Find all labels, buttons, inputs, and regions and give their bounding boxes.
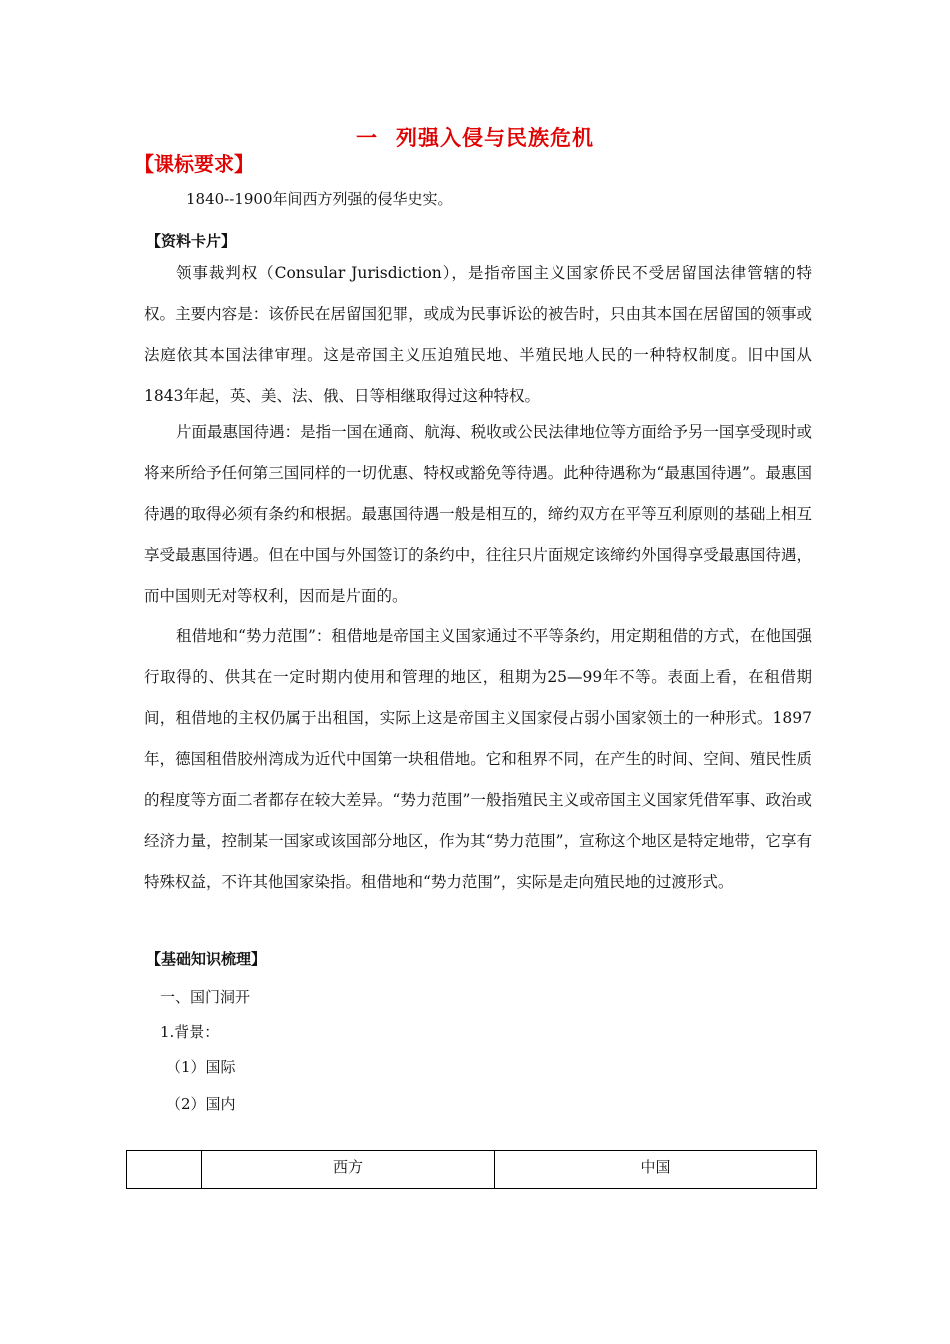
- curriculum-text: 1840--1900年间西方列强的侵华史实。: [186, 190, 453, 208]
- section-title: 一、国门洞开: [160, 988, 251, 1006]
- list-item-background: 1.背景：: [160, 1023, 220, 1041]
- basics-heading: 【基础知识梳理】: [146, 950, 267, 968]
- table-header-cell: 中国: [495, 1151, 817, 1189]
- title-text: 列强入侵与民族危机: [396, 126, 594, 150]
- curriculum-heading: 【课标要求】: [134, 152, 254, 176]
- table-header-cell: 西方: [202, 1151, 495, 1189]
- title-number: 一: [356, 126, 378, 150]
- paragraph-most-favored-nation: 片面最惠国待遇：是指一国在通商、航海、税收或公民法律地位等方面给予另一国享受现时或将来所给予任何第三国同样的一切优惠、特权或豁免等待遇。此种待遇称为“最惠国待遇”。最惠国待遇的取得必须有条约和根据。最惠国待遇一般是相互的，缔约双方在平等互利原则的基础上相互享受最惠国待遇。但在中国与外国签订的条约中，往往只片面规定该缔约外国得享受最惠国待遇，而中国则无对等权利，因而是片面的。: [144, 423, 812, 605]
- comparison-table: [126, 1150, 817, 1189]
- materials-heading: 【资料卡片】: [146, 232, 237, 250]
- paragraph-consular-jurisdiction: 领事裁判权（Consular Jurisdiction），是指帝国主义国家侨民不受居留国法律管辖的特权。主要内容是：该侨民在居留国犯罪，或成为民事诉讼的被告时，只由其本国在居留国的领事或法庭依其本国法律审理。这是帝国主义压迫殖民地、半殖民地人民的一种特权制度。旧中国从1843年起，英、美、法、俄、日等相继取得过这种特权。: [144, 264, 812, 405]
- table-header-row: [127, 1151, 817, 1189]
- list-subitem-international: （1）国际: [166, 1058, 236, 1076]
- list-subitem-domestic: （2）国内: [166, 1095, 236, 1113]
- table-header-cell: [127, 1151, 202, 1189]
- paragraph-leased-territory: 租借地和“势力范围”：租借地是帝国主义国家通过不平等条约，用定期租借的方式，在他国强行取得的、供其在一定时期内使用和管理的地区，租期为25—99年不等。表面上看，在租借期间，租借地的主权仍属于出租国，实际上这是帝国主义国家侵占弱小国家领土的一种形式。1897年，德国租借胶州湾成为近代中国第一块租借地。它和租界不同，在产生的时间、空间、殖民性质的程度等方面二者都存在较大差异。“势力范围”一般指殖民主义或帝国主义国家凭借军事、政治或经济力量，控制某一国家或该国部分地区，作为其“势力范围”，宣称这个地区是特定地带，它享有特殊权益，不许其他国家染指。租借地和“势力范围”，实际是走向殖民地的过渡形式。: [144, 627, 812, 891]
